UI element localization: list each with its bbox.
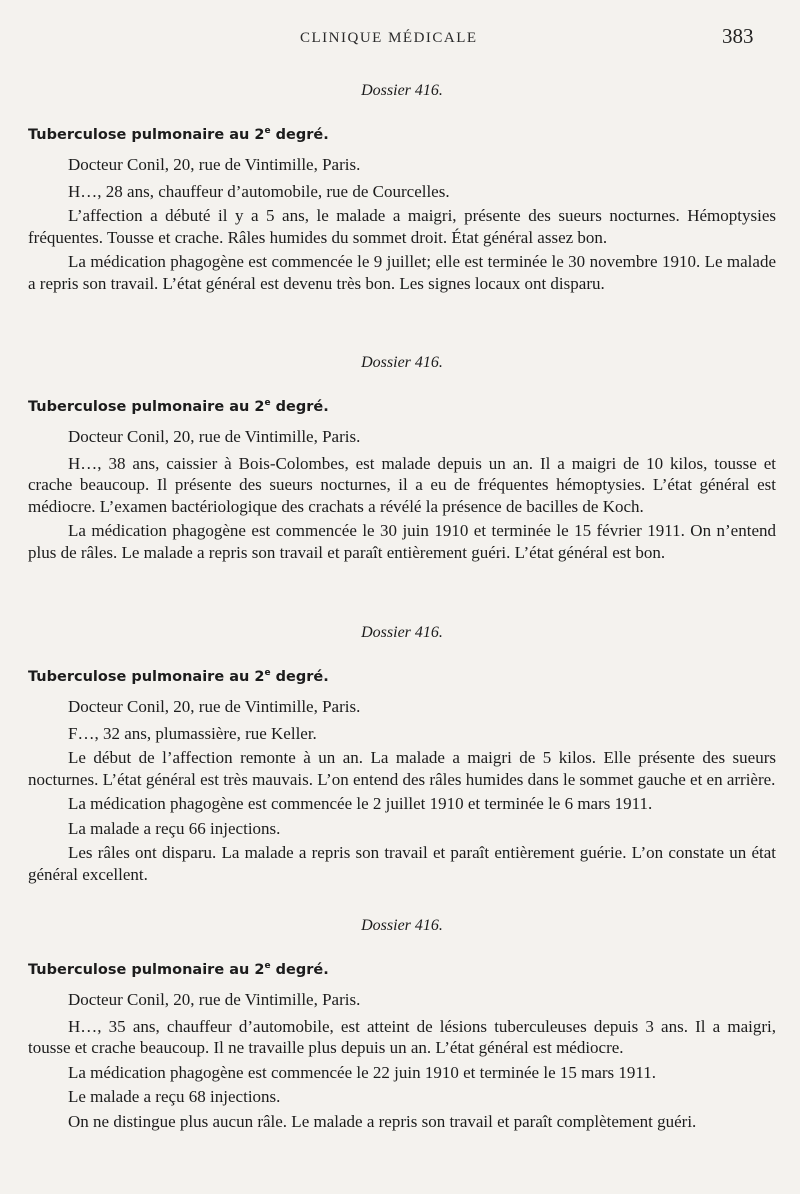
doctor-line: Docteur Conil, 20, rue de Vintimille, Paris.: [68, 697, 361, 716]
patient-line: H…, 28 ans, chauffeur d’automobile, rue de Courcelles.: [68, 181, 450, 201]
dossier-heading: Dossier 416.: [361, 917, 443, 934]
outcome-paragraph: On ne distingue plus aucun râle. Le malade a repris son travail et paraît complètement guéri.: [68, 1111, 697, 1131]
injections-line: Le malade a reçu 68 injections.: [68, 1087, 281, 1106]
history-paragraph: H…, 38 ans, caissier à Bois-Colombes, est malade depuis un an. Il a maigri de 10 kilos, tousse et crache beaucoup. Il présente des sueurs nocturnes, il a eu de fréquentes hémoptysies. L’état général est médiocre. L’examen bactériologique des crachats a révélé la présence de bacilles de Koch.: [28, 453, 776, 516]
dossier-heading: Dossier 416.: [361, 354, 443, 371]
treatment-paragraph: La médication phagogène est commencée le 2 juillet 1910 et terminée le 6 mars 1911.: [68, 794, 653, 813]
diagnosis-heading: Tuberculose pulmonaire au 2e degré.: [28, 668, 329, 685]
dossier-heading: Dossier 416.: [361, 624, 443, 641]
diagnosis-heading: Tuberculose pulmonaire au 2e degré.: [28, 126, 329, 143]
dossier-record-2: [28, 352, 776, 566]
patient-line: F…, 32 ans, plumassière, rue Keller.: [68, 723, 317, 743]
diagnosis-heading: Tuberculose pulmonaire au 2e degré.: [28, 961, 329, 978]
dossier-record-4: [28, 915, 776, 1135]
doctor-line: Docteur Conil, 20, rue de Vintimille, Paris.: [68, 990, 361, 1009]
history-paragraph: Le début de l’affection remonte à un an. La malade a maigri de 5 kilos. Elle présente des sueurs nocturnes. L’état général est très mauvais. L’on entend des râles humides dans le sommet gauche et en arrière.: [28, 748, 776, 789]
history-paragraph: L’affection a débuté il y a 5 ans, le malade a maigri, présente des sueurs nocturnes. Hémoptysies fréquentes. Tousse et crache. Râles humides du sommet droit. État général assez bon.: [28, 206, 776, 247]
dossier-heading: Dossier 416.: [361, 82, 443, 99]
treatment-paragraph: La médication phagogène est commencée le 30 juin 1910 et terminée le 15 février 1911. On n’entend plus de râles. Le malade a repris son travail et paraît entièrement guéri. L’état général est bon.: [28, 521, 776, 562]
dossier-record-1: [28, 80, 776, 297]
injections-line: La malade a reçu 66 injections.: [68, 818, 281, 838]
treatment-paragraph: La médication phagogène est commencée le 9 juillet; elle est terminée le 30 novembre 1910. Le malade a repris son travail. L’état général est devenu très bon. Les signes locaux ont disparu.: [28, 252, 776, 293]
treatment-paragraph: La médication phagogène est commencée le 22 juin 1910 et terminée le 15 mars 1911.: [68, 1062, 657, 1082]
diagnosis-heading: Tuberculose pulmonaire au 2e degré.: [28, 398, 329, 415]
doctor-line: Docteur Conil, 20, rue de Vintimille, Paris.: [68, 427, 361, 446]
history-paragraph: H…, 35 ans, chauffeur d’automobile, est atteint de lésions tuberculeuses depuis 3 ans. Il a maigri, tousse et crache beaucoup. Il ne travaille plus depuis un an. L’état général est médiocre.: [28, 1016, 776, 1057]
doctor-line: Docteur Conil, 20, rue de Vintimille, Paris.: [68, 155, 361, 174]
page-number: 383: [722, 24, 754, 48]
dossier-record-3: [28, 622, 776, 888]
running-title: CLINIQUE MÉDICALE: [300, 30, 478, 46]
outcome-paragraph: Les râles ont disparu. La malade a repris son travail et paraît entièrement guérie. L’on constate un état général excellent.: [28, 843, 776, 884]
